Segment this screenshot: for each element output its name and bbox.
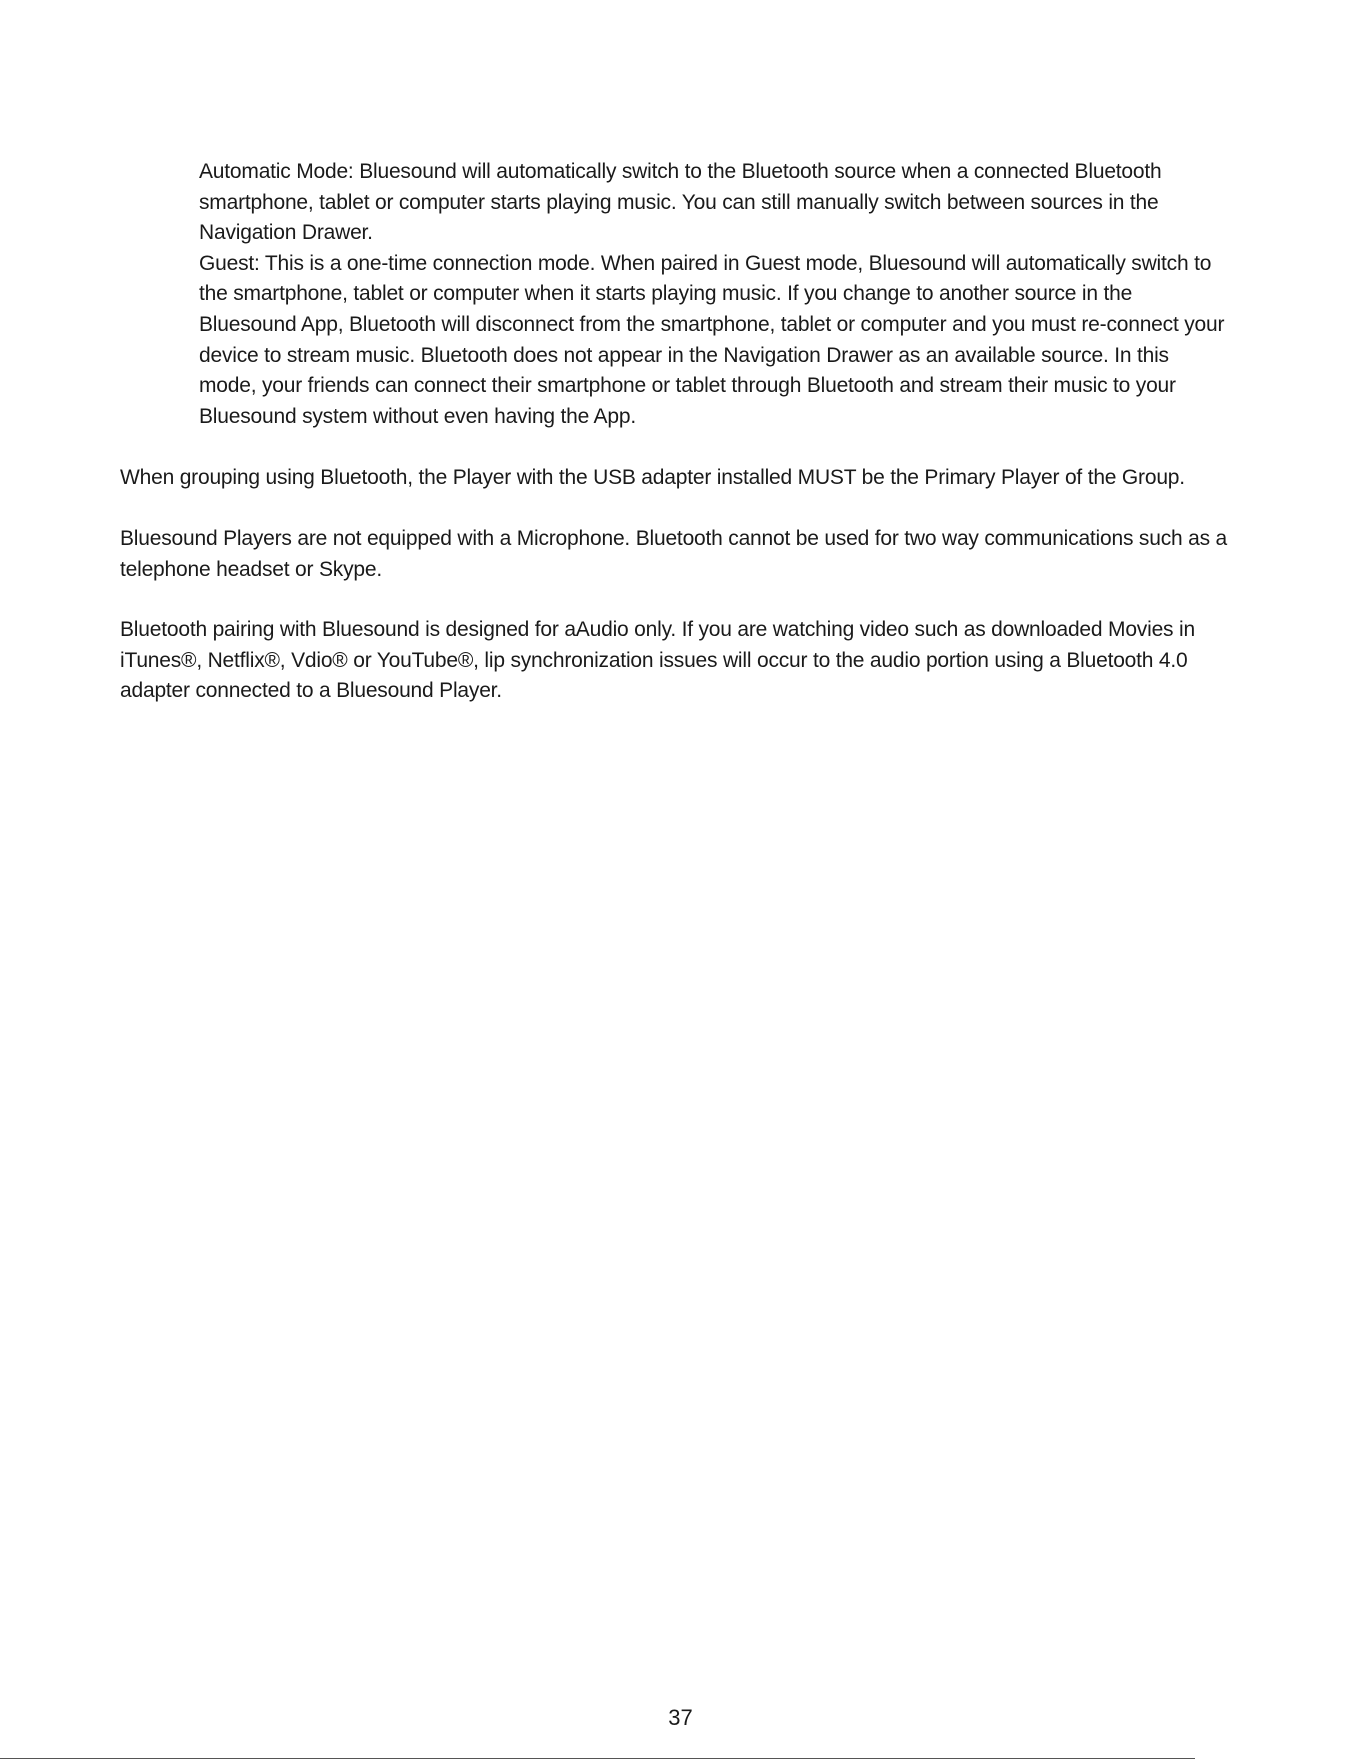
grouping-paragraph-block xyxy=(120,463,1230,494)
page-number: 37 xyxy=(668,1705,693,1730)
grouping-paragraph: When grouping using Bluetooth, the Player with the USB adapter installed MUST be the Primary Player of the Group. xyxy=(120,466,1185,489)
microphone-paragraph-block xyxy=(120,524,1230,585)
pairing-paragraph-block xyxy=(120,615,1230,707)
microphone-paragraph: Bluesound Players are not equipped with a Microphone. Bluetooth cannot be used for two way communications such as a telephone headset or Skype. xyxy=(120,527,1228,581)
pairing-paragraph: Bluetooth pairing with Bluesound is designed for aAudio only. If you are watching video such as downloaded Movies in iTunes®, Netflix®, Vdio® or YouTube®, lip synchronization issues will occur to the audio portion using a Bluetooth 4.0 adapter connected to a Bluesound Player. xyxy=(120,618,1195,703)
guest-mode-description: Guest: This is a one-time connection mode. When paired in Guest mode, Bluesound will automatically switch to the smartphone, tablet or computer when it starts playing music. If you change to another source in the Bluesound App, Bluetooth will disconnect from the smartphone, tablet or computer and you must re-connect your device to stream music. Bluetooth does not appear in the Navigation Drawer as an available source. In this mode, your friends can connect their smartphone or tablet through Bluetooth and stream their music to your Bluesound system without even having the App. xyxy=(199,251,1225,428)
bluetooth-modes-list xyxy=(199,157,1229,432)
footer-divider xyxy=(0,1758,1195,1759)
automatic-mode-description: Automatic Mode: Bluesound will automatically switch to the Bluetooth source when a connected Bluetooth smartphone, tablet or computer starts playing music. You can still manually switch between sources in the Navigation Drawer. xyxy=(199,160,1162,245)
